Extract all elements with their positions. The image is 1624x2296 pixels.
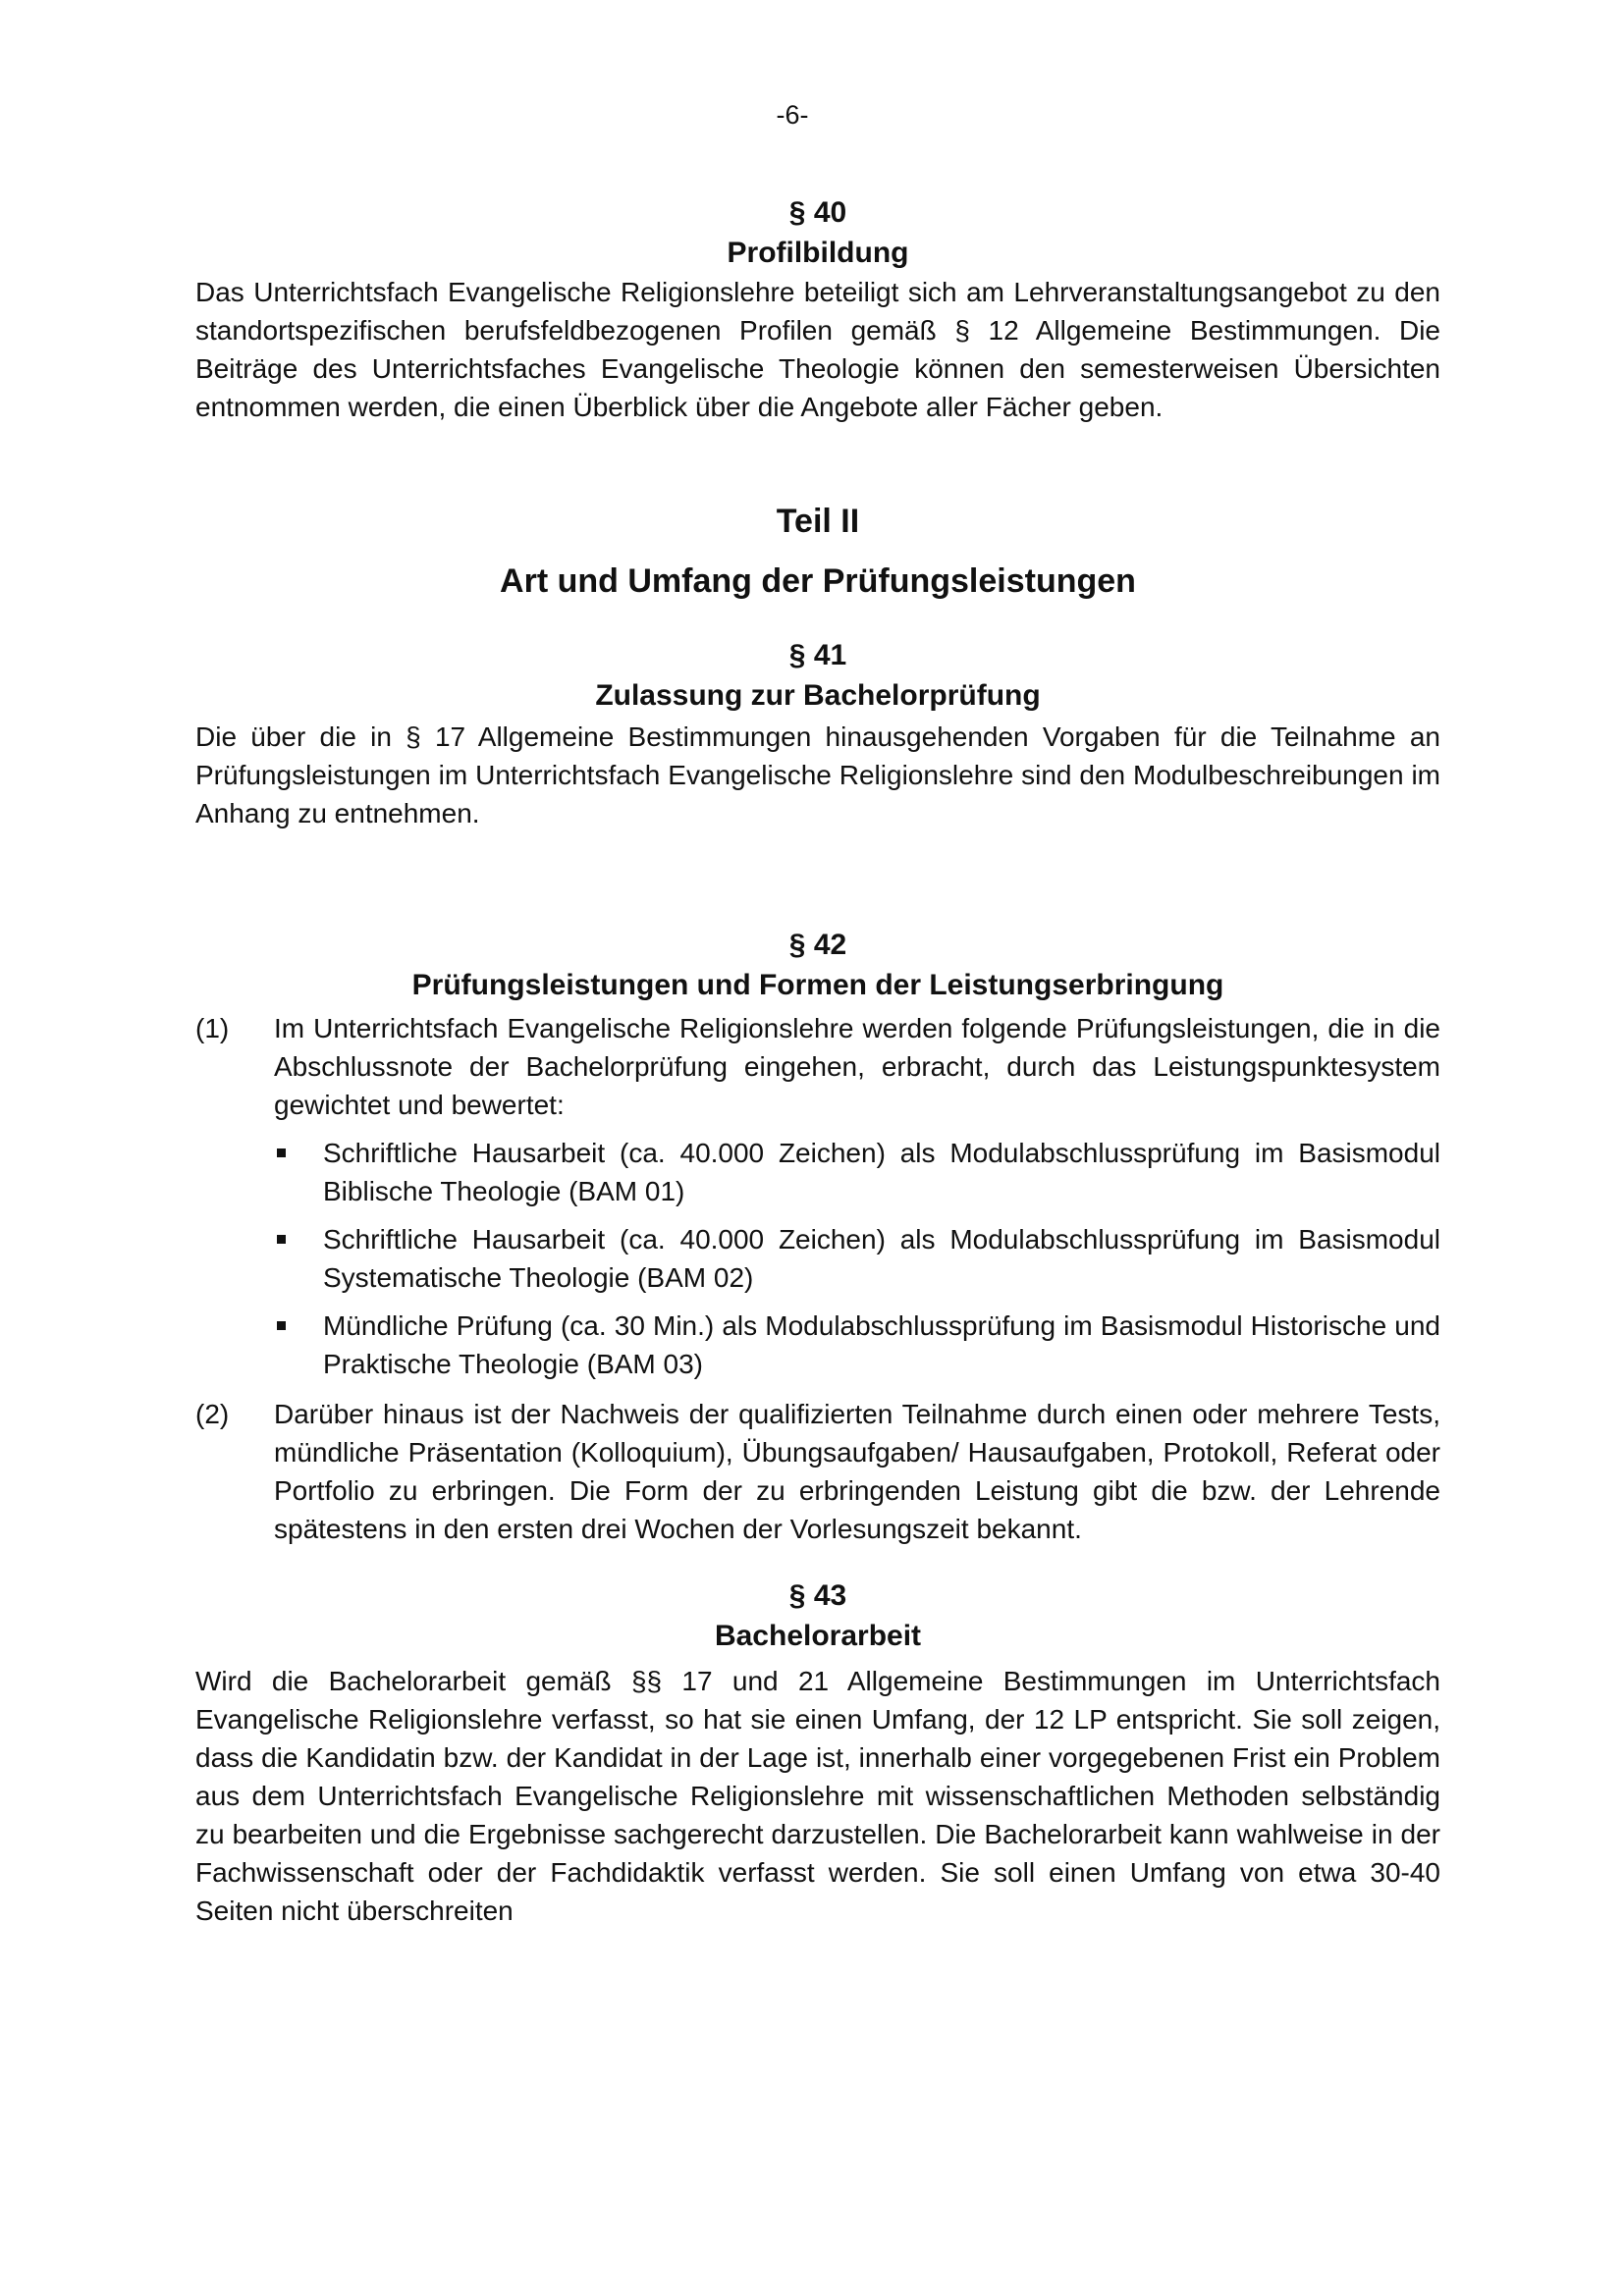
item-number: (2) <box>195 1399 230 1429</box>
section-43 <box>195 1575 1440 1930</box>
section-43-title: Bachelorarbeit <box>714 1620 922 1652</box>
section-41-number: § 41 <box>788 639 847 671</box>
part-2-heading <box>195 501 1440 602</box>
section-42-number: § 42 <box>788 929 847 961</box>
section-42-title: Prüfungsleistungen und Formen der Leistungserbringung <box>411 969 1224 1001</box>
section-42-item-2 <box>195 1395 1440 1548</box>
list-item <box>274 1307 1440 1383</box>
part-2-label: Teil II <box>776 503 860 540</box>
section-43-number: § 43 <box>788 1579 847 1612</box>
item-number: (1) <box>195 1013 230 1043</box>
section-42-item-1 <box>195 1009 1440 1393</box>
document-body <box>195 192 1440 1930</box>
section-40-paragraph: Das Unterrichtsfach Evangelische Religionslehre beteiligt sich am Lehrveranstaltungsangebot zu den standortspezifischen berufsfeldbezogenen Profilen gemäß § 12 Allgemeine Bestimmungen. Die Beiträge des Unterrichtsfaches Evangelische Theologie können den semesterweisen Übersichten entnommen werden, die einen Überblick über die Angebote aller Fächer geben. <box>195 277 1440 422</box>
item-text: Darüber hinaus ist der Nachweis der qualifizierten Teilnahme durch einen oder mehrere Tests, mündliche Präsentation (Kolloquium), Übungsaufgaben/ Hausaufgaben, Protokoll, Referat oder Portfolio zu erbringen. Die Form der zu erbringenden Leistung gibt die bzw. der Lehrende spätestens in den ersten drei Wochen der Vorlesungszeit bekannt. <box>274 1399 1440 1544</box>
section-41-title: Zulassung zur Bachelorprüfung <box>595 679 1041 712</box>
bullet-list <box>274 1134 1440 1383</box>
section-40-title: Profilbildung <box>727 237 909 269</box>
page-number: -6- <box>776 100 809 130</box>
item-body <box>274 1009 1440 1393</box>
section-42 <box>195 925 1440 1548</box>
square-bullet-icon <box>274 1134 323 1210</box>
item-text: Im Unterrichtsfach Evangelische Religionslehre werden folgende Prüfungsleistungen, die in die Abschlussnote der Bachelorprüfung eingehen, erbracht, durch das Leistungspunktesystem gewichtet und bewertet: <box>274 1013 1440 1120</box>
list-item <box>274 1220 1440 1297</box>
square-bullet-icon <box>274 1307 323 1383</box>
section-41 <box>195 635 1440 832</box>
section-40 <box>195 192 1440 426</box>
section-41-paragraph: Die über die in § 17 Allgemeine Bestimmungen hinausgehenden Vorgaben für die Teilnahme an Prüfungsleistungen im Unterrichtsfach Evangelische Religionslehre sind den Modulbeschreibungen im Anhang zu entnehmen. <box>195 721 1440 828</box>
bullet-text: Schriftliche Hausarbeit (ca. 40.000 Zeichen) als Modulabschlussprüfung im Basismodul Systematische Theologie (BAM 02) <box>323 1224 1440 1293</box>
part-2-title: Art und Umfang der Prüfungsleistungen <box>500 562 1136 600</box>
bullet-text: Schriftliche Hausarbeit (ca. 40.000 Zeichen) als Modulabschlussprüfung im Basismodul Biblische Theologie (BAM 01) <box>323 1138 1440 1206</box>
section-43-paragraph: Wird die Bachelorarbeit gemäß §§ 17 und 21 Allgemeine Bestimmungen im Unterrichtsfach Evangelische Religionslehre verfasst, so hat sie einen Umfang, der 12 LP entspricht. Sie soll zeigen, dass die Kandidatin bzw. der Kandidat in der Lage ist, innerhalb einer vorgegebenen Frist ein Problem aus dem Unterrichtsfach Evangelische Religionslehre mit wissenschaftlichen Methoden selbständig zu bearbeiten und die Ergebnisse sachgerecht darzustellen. Die Bachelorarbeit kann wahlweise in der Fachwissenschaft oder der Fachdidaktik verfasst werden. Sie soll einen Umfang von etwa 30-40 Seiten nicht überschreiten <box>195 1666 1440 1926</box>
list-item <box>274 1134 1440 1210</box>
section-40-number: § 40 <box>788 196 847 229</box>
square-bullet-icon <box>274 1220 323 1297</box>
bullet-text: Mündliche Prüfung (ca. 30 Min.) als Modulabschlussprüfung im Basismodul Historische und Praktische Theologie (BAM 03) <box>323 1310 1440 1379</box>
